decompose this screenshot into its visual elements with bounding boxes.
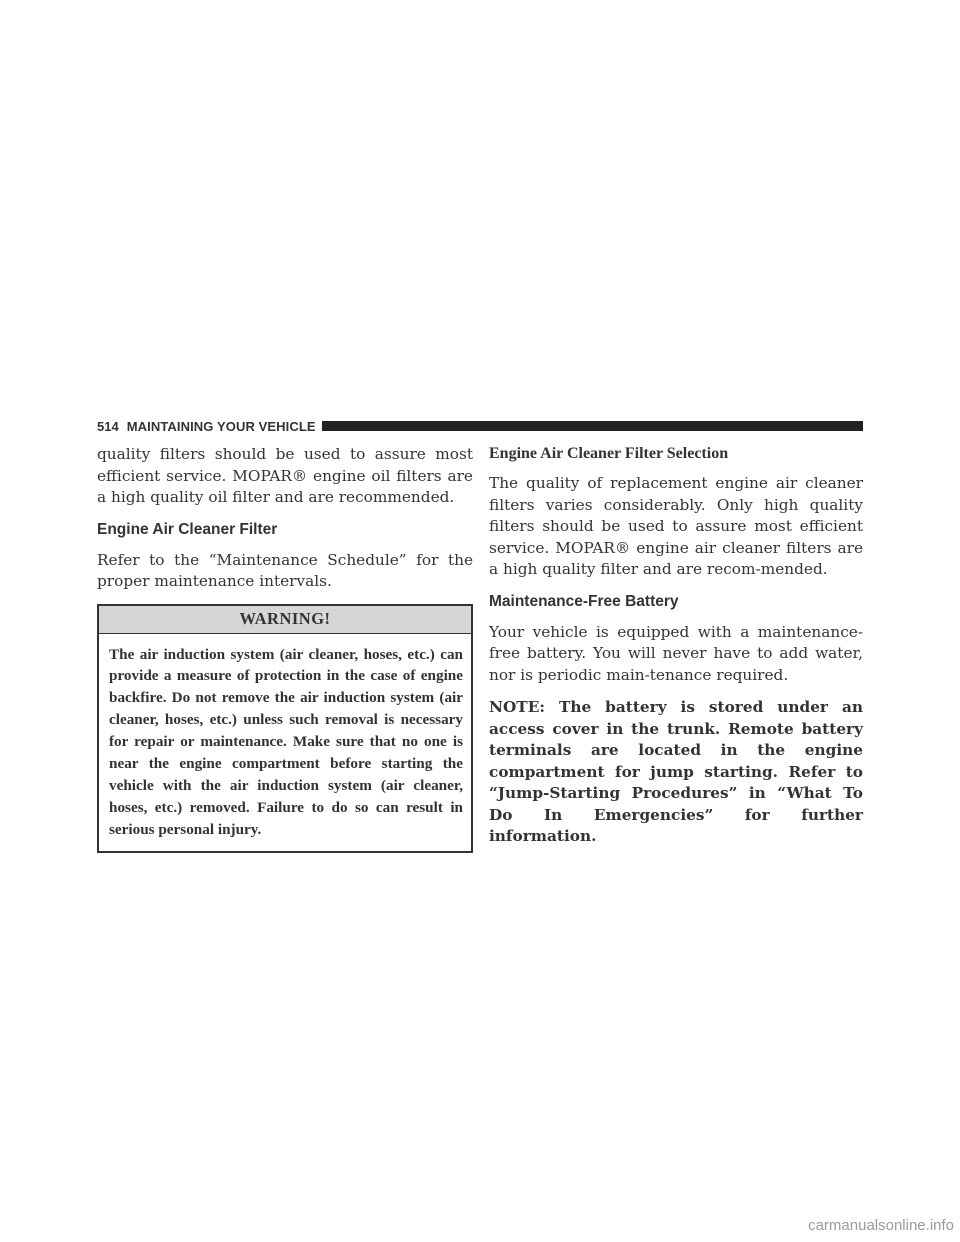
left-column <box>97 444 473 853</box>
selection-paragraph: The quality of replacement engine air cleaner filters varies considerably. Only high quality filters should be used to assure most efficient service. MOPAR® engine air cleaner filters are a high quality filter and are recom-mended. <box>489 474 863 578</box>
header-rule <box>322 421 863 431</box>
page-header <box>97 418 863 434</box>
intro-paragraph: quality filters should be used to assure most efficient service. MOPAR® engine oil filters are a high quality oil filter and are recommended. <box>97 445 473 506</box>
note-paragraph: NOTE: The battery is stored under an access cover in the trunk. Remote battery terminals are located in the engine compartment for jump starting. Refer to “Jump-Starting Procedures” in “What To Do In Emergencies” for further information. <box>489 698 863 845</box>
section-title: MAINTAINING YOUR VEHICLE <box>126 418 316 434</box>
warning-title: WARNING! <box>99 606 471 634</box>
warning-box <box>97 604 473 853</box>
right-column <box>489 444 863 859</box>
air-cleaner-heading: Engine Air Cleaner Filter <box>97 520 278 538</box>
battery-paragraph: Your vehicle is equipped with a maintenance-free battery. You will never have to add water, nor is periodic main-tenance required. <box>489 622 863 684</box>
battery-heading: Maintenance-Free Battery <box>489 592 679 610</box>
page-number: 514 <box>97 418 119 434</box>
air-cleaner-paragraph: Refer to the “Maintenance Schedule” for the proper maintenance intervals. <box>97 550 473 590</box>
watermark: carmanualsonline.info <box>808 1217 954 1234</box>
selection-heading: Engine Air Cleaner Filter Selection <box>489 445 729 462</box>
warning-body: The air induction system (air cleaner, hoses, etc.) can provide a measure of protection in the case of engine backfire. Do not remove the air induction system (air cleaner, hoses, etc.) unless such removal is necessary for repair or maintenance. Make sure that no one is near the engine compartment before starting the vehicle with the air induction system (air cleaner, hoses, etc.) removed. Failure to do so can result in serious personal injury. <box>109 645 463 838</box>
